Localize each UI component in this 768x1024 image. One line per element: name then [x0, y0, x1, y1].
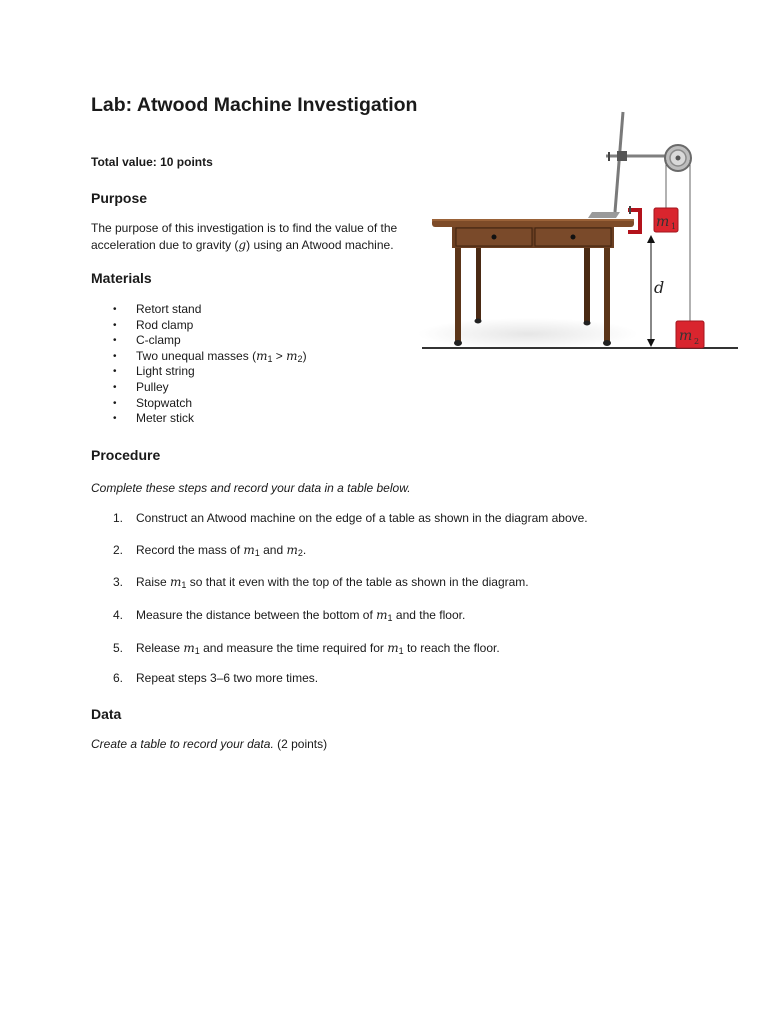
bullet: • [113, 335, 117, 347]
table-leg [584, 246, 590, 322]
purpose-text: The purpose of this investigation is to find the value of the acceleration due to gravity (g) using an Atwood machine. [91, 221, 398, 252]
list-item: • C-clamp [113, 333, 181, 348]
label-m2-sub: 2 [694, 337, 700, 346]
arrow-head-up [647, 235, 655, 243]
drawer-knob [492, 235, 497, 240]
atwood-machine-diagram [418, 106, 744, 358]
bullet: • [113, 319, 117, 331]
leg-foot [454, 340, 462, 346]
list-item: • Pulley [113, 379, 169, 394]
purpose-heading: Purpose [91, 190, 148, 206]
list-item: • Light string [113, 364, 195, 379]
list-item: 4. Measure the distance between the bottom of $m_1$ and the floor. [113, 608, 466, 623]
list-item: • Rod clamp [113, 317, 194, 332]
label-m1-sub: 1 [671, 222, 677, 231]
bullet: • [113, 304, 117, 315]
leg-foot [584, 321, 591, 326]
list-item: 5. Release $m_1$ and measure the time required for $m_1$ to reach the floor. [113, 641, 500, 656]
data-heading: Data [91, 706, 122, 722]
pulley-axle [676, 156, 681, 161]
clamp-block [617, 151, 627, 161]
retort-stand-base [588, 212, 620, 218]
data-instruction: Create a table to record your data. (2 points) [91, 737, 328, 751]
arrow-head-down [647, 339, 655, 347]
table-leg [455, 246, 461, 342]
bullet: • [113, 350, 117, 362]
list-item: • Retort stand [113, 302, 202, 316]
list-item: • Meter stick [113, 411, 195, 426]
table-leg [476, 246, 481, 320]
list-item: • Two unequal masses $(m_1 > m_2)$ [113, 348, 307, 364]
leg-foot [603, 340, 611, 346]
total-value: Total value: 10 points [91, 155, 213, 169]
list-item: 6. Repeat steps 3–6 two more times. [113, 671, 319, 685]
retort-stand-rod [615, 112, 623, 212]
list-item: • Stopwatch [113, 395, 193, 410]
bullet: • [113, 413, 117, 425]
materials-list [91, 302, 307, 427]
table-leg [604, 246, 610, 342]
label-d: d [654, 278, 665, 297]
list-item: 1. Construct an Atwood machine on the edge of a table as shown in the diagram above. [113, 511, 588, 525]
drawer-knob [571, 235, 576, 240]
bullet: • [113, 381, 117, 393]
bullet: • [113, 366, 117, 378]
label-m1: m [656, 214, 670, 230]
leg-foot [475, 319, 482, 324]
list-item: 2. Record the mass of $m_1$ and $m_2$. [113, 543, 307, 558]
procedure-intro: Complete these steps and record your data in a table below. [91, 481, 411, 495]
table-top-highlight [432, 219, 634, 221]
page-title: Lab: Atwood Machine Investigation [91, 94, 418, 116]
procedure-heading: Procedure [91, 447, 161, 463]
var-g: g [238, 238, 247, 252]
label-m2: m [679, 328, 693, 344]
materials-heading: Materials [91, 270, 152, 286]
bullet: • [113, 397, 117, 409]
list-item: 3. Raise $m_1$ so that it even with the top of the table as shown in the diagram. [113, 575, 529, 590]
